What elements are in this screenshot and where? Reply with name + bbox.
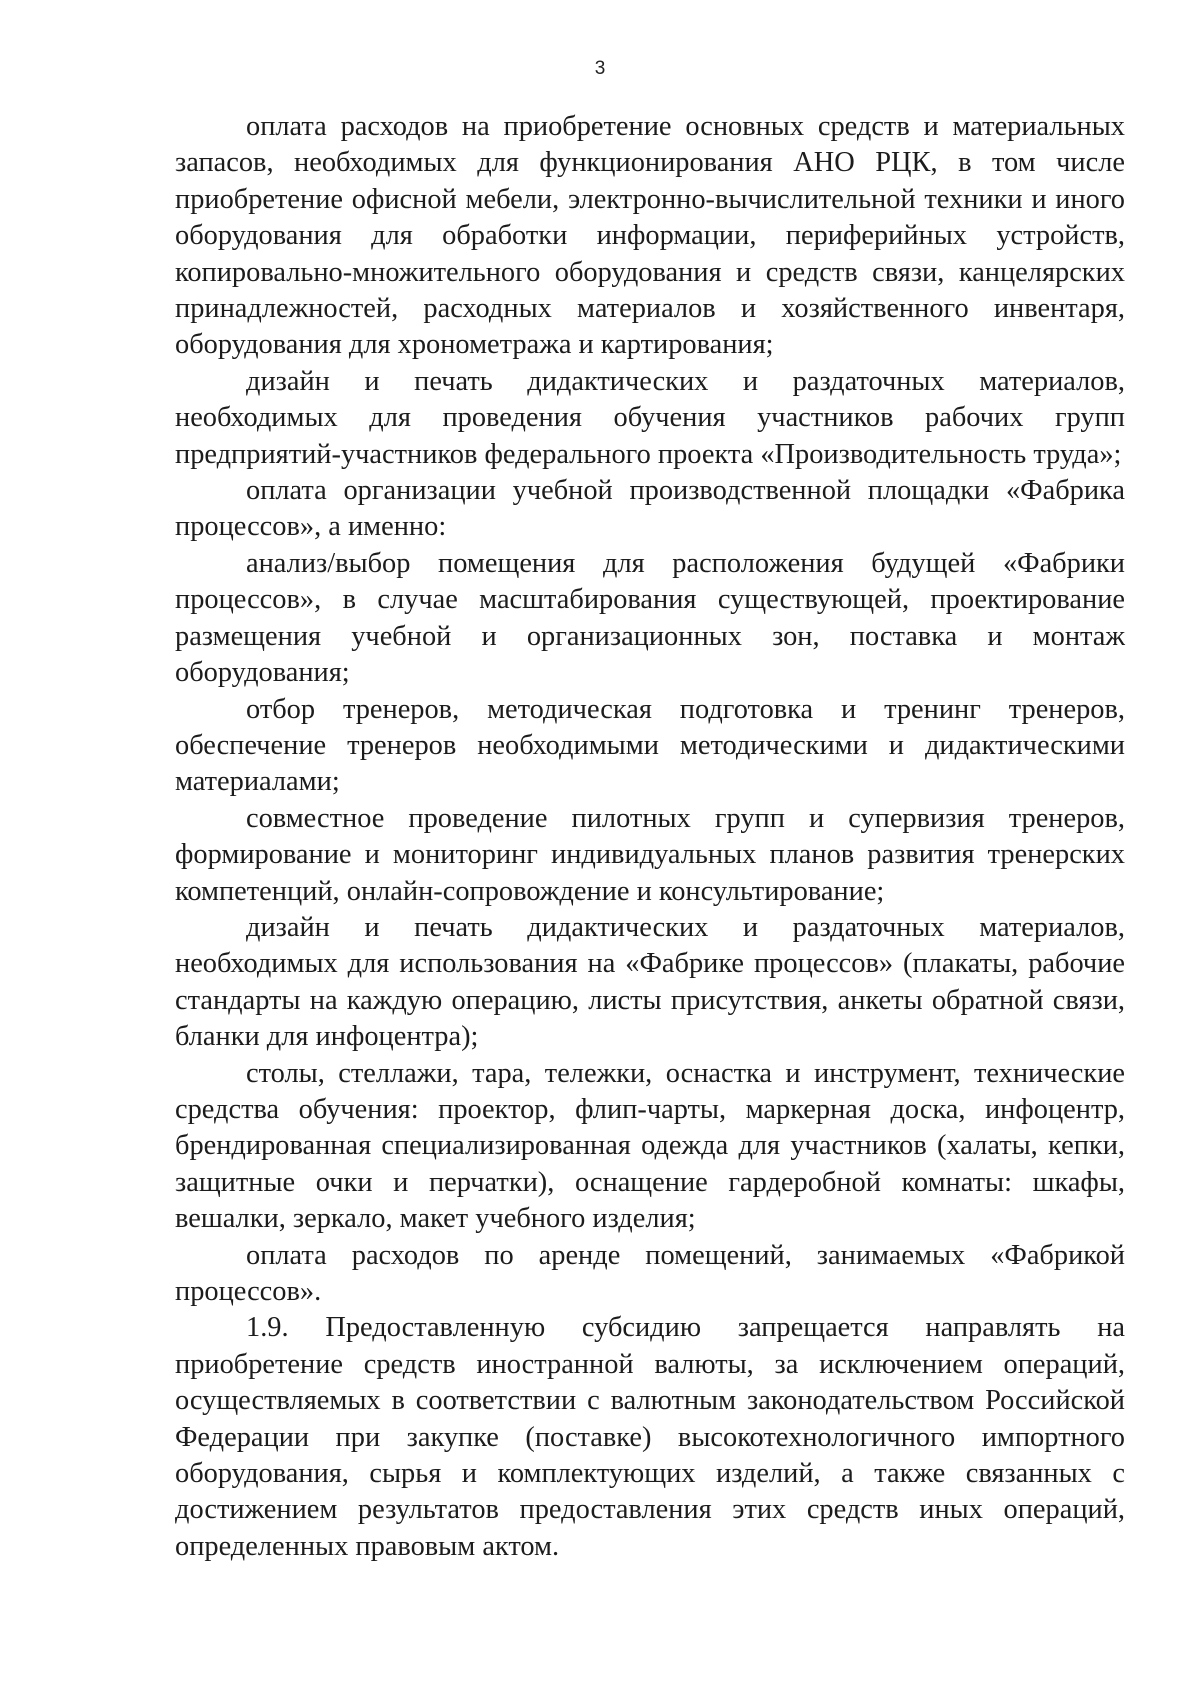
paragraph-premises-selection: анализ/выбор помещения для расположения будущей «Фабрики процессов», в случае масштабирования существующей, проектирование размещения учебной и организационных зон, поставка и монтаж оборудования; <box>175 547 1125 689</box>
page-number: 3 <box>594 58 606 79</box>
document-body <box>175 109 1125 1565</box>
paragraph-factory-materials: дизайн и печать дидактических и раздаточных материалов, необходимых для использования на «Фабрике процессов» (плакаты, рабочие стандарты на каждую операцию, листы присутствия, анкеты обратной связи, бланки для инфоцентра); <box>175 911 1125 1053</box>
paragraph-pilot-groups: совместное проведение пилотных групп и супервизия тренеров, формирование и мониторинг индивидуальных планов развития тренерских компетенций, онлайн-сопровождение и консультирование; <box>175 802 1125 907</box>
paragraph-fixed-assets: оплата расходов на приобретение основных средств и материальных запасов, необходимых для функционирования АНО РЦК, в том числе приобретение офисной мебели, электронно-вычислительной техники и иного оборудования для обработки информации, периферийных устройств, копировально-множительного оборудования и средств связи, канцелярских принадлежностей, расходных материалов и хозяйственного инвентаря, оборудования для хронометража и картирования; <box>175 111 1125 361</box>
paragraph-trainer-selection: отбор тренеров, методическая подготовка и тренинг тренеров, обеспечение тренеров необходимыми методическими и дидактическими материалами; <box>175 693 1125 798</box>
paragraph-rent: оплата расходов по аренде помещений, занимаемых «Фабрикой процессов». <box>175 1239 1125 1307</box>
paragraph-didactic-materials: дизайн и печать дидактических и раздаточных материалов, необходимых для проведения обучения участников рабочих групп предприятий-участников федерального проекта «Производительность труда»; <box>175 365 1125 470</box>
paragraph-clause-1-9: 1.9. Предоставленную субсидию запрещается направлять на приобретение средств иностранной валюты, за исключением операций, осуществляемых в соответствии с валютным законодательством Российской Федерации при закупке (поставке) высокотехнологичного импортного оборудования, сырья и комплектующих изделий, а также связанных с достижением результатов предоставления этих средств иных операций, определенных правовым актом. <box>175 1312 1125 1562</box>
paragraph-process-factory: оплата организации учебной производственной площадки «Фабрика процессов», а именно: <box>175 475 1125 543</box>
paragraph-equipment-list: столы, стеллажи, тара, тележки, оснастка и инструмент, технические средства обучения: проектор, флип-чарты, маркерная доска, инфоцентр, брендированная специализированная одежда для участников (халаты, кепки, защитные очки и перчатки), оснащение гардеробной комнаты: шкафы, вешалки, зеркало, макет учебного изделия; <box>175 1057 1125 1235</box>
